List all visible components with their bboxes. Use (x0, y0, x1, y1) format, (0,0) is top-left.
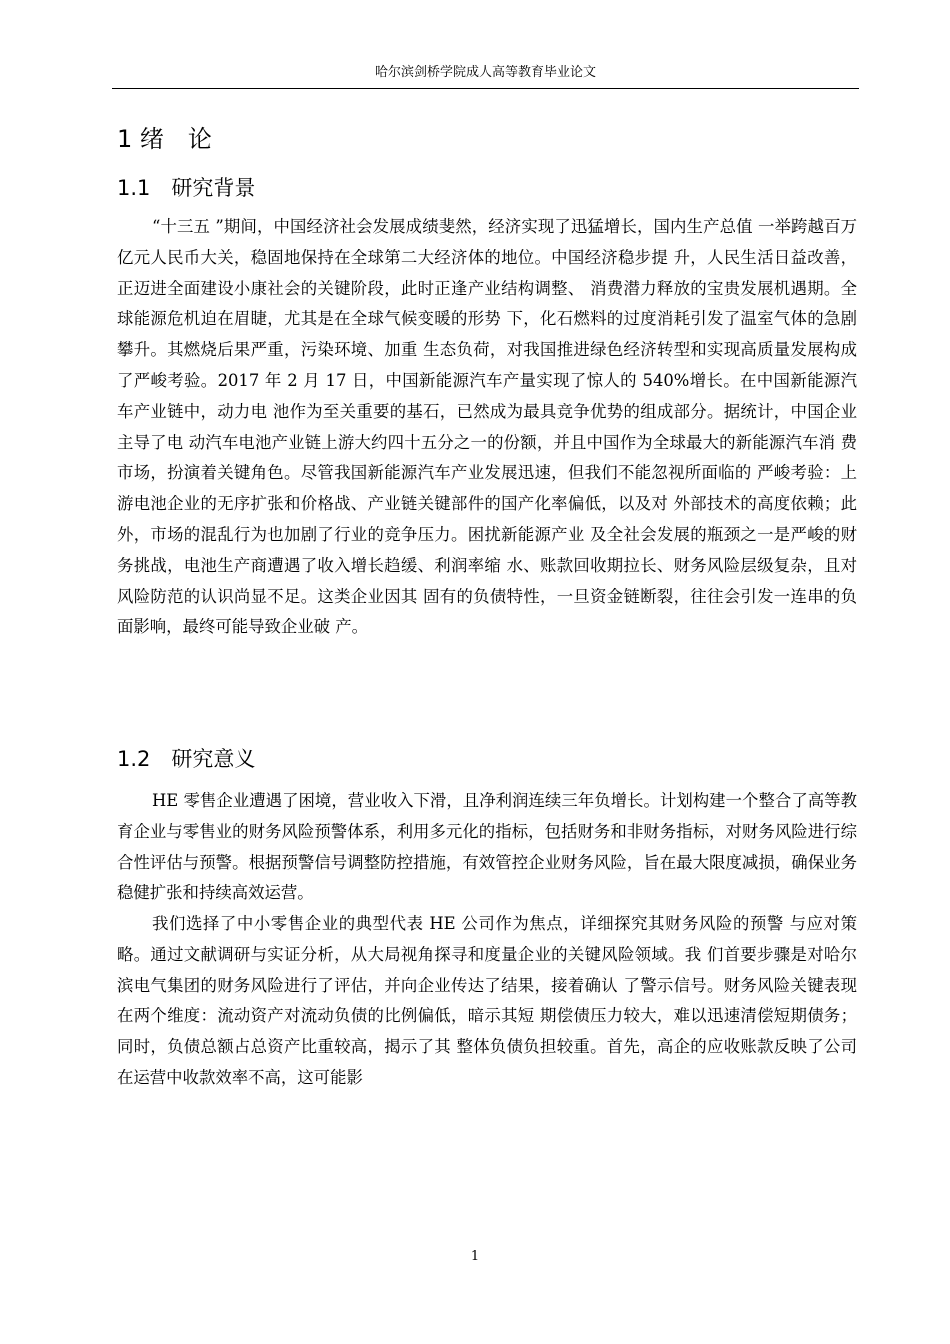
section-title-significance: 1.2 研究意义 (117, 747, 256, 771)
paragraph-significance-2: 我们选择了中小零售企业的典型代表 HE 公司作为焦点，详细探究其财务风险的预警 与应对策略。通过文献调研与实证分析，从大局视角探寻和度量企业的关键风险领域。我 们首要步骤是对哈尔滨电气集团的财务风险进行了评估，并向企业传达了结果，接着确认 了警示信号。财务风险关键表现在两个维度：流动资产对流动负债的比例偏低，暗示其短 期偿债压力较大，难以迅速清偿短期债务；同时，负债总额占总资产比重较高，揭示了其 整体负债负担较重。首先，高企的应收账款反映了公司在运营中收款效率不高，这可能影 (117, 914, 857, 1087)
page-number: 1 (470, 1249, 480, 1264)
section-title-background: 1.1 研究背景 (117, 176, 256, 200)
paragraph-significance-1: HE 零售企业遭遇了困境，营业收入下滑，且净利润连续三年负增长。计划构建一个整合了高等教育企业与零售业的财务风险预警体系，利用多元化的指标，包括财务和非财务指标，对财务风险进行综合性评估与预警。根据预警信号调整防控措施，有效管控企业财务风险，旨在最大限度减损，确保业务稳健扩张和持续高效运营。 (117, 791, 857, 903)
paragraph-background: “十三五 ”期间，中国经济社会发展成绩斐然，经济实现了迅猛增长，国内生产总值 一举跨越百万亿元人民币大关，稳固地保持在全球第二大经济体的地位。中国经济稳步提 升，人民生活日益改善，正迈进全面建设小康社会的关键阶段，此时正逢产业结构调整、 消费潜力释放的宝贵发展机遇期。全球能源危机迫在眉睫，尤其是在全球气候变暖的形势 下，化石燃料的过度消耗引发了温室气体的急剧攀升。其燃烧后果严重，污染环境、加重 生态负荷，对我国推进绿色经济转型和实现高质量发展构成了严峻考验。2017 年 2 月 17 日，中国新能源汽车产量实现了惊人的 540%增长。在中国新能源汽车产业链中，动力电 池作为至关重要的基石，已然成为最具竞争优势的组成部分。据统计，中国企业主导了电 动汽车电池产业链上游大约四十五分之一的份额，并且中国作为全球最大的新能源汽车消 费市场，扮演着关键角色。尽管我国新能源汽车产业发展迅速，但我们不能忽视所面临的 严峻考验：上游电池企业的无序扩张和价格战、产业链关键部件的国产化率偏低，以及对 外部技术的高度依赖；此外，市场的混乱行为也加剧了行业的竞争压力。困扰新能源产业 及全社会发展的瓶颈之一是严峻的财务挑战，电池生产商遭遇了收入增长趋缓、利润率缩 水、账款回收期拉长、财务风险层级复杂，且对风险防范的认识尚显不足。这类企业因其 固有的负债特性，一旦资金链断裂，往往会引发一连串的负面影响，最终可能导致企业破 产。 (117, 217, 857, 637)
header-divider (112, 88, 859, 89)
chapter-title: 1 绪 论 (117, 125, 212, 153)
running-header: 哈尔滨剑桥学院成人高等教育毕业论文 (374, 65, 596, 80)
